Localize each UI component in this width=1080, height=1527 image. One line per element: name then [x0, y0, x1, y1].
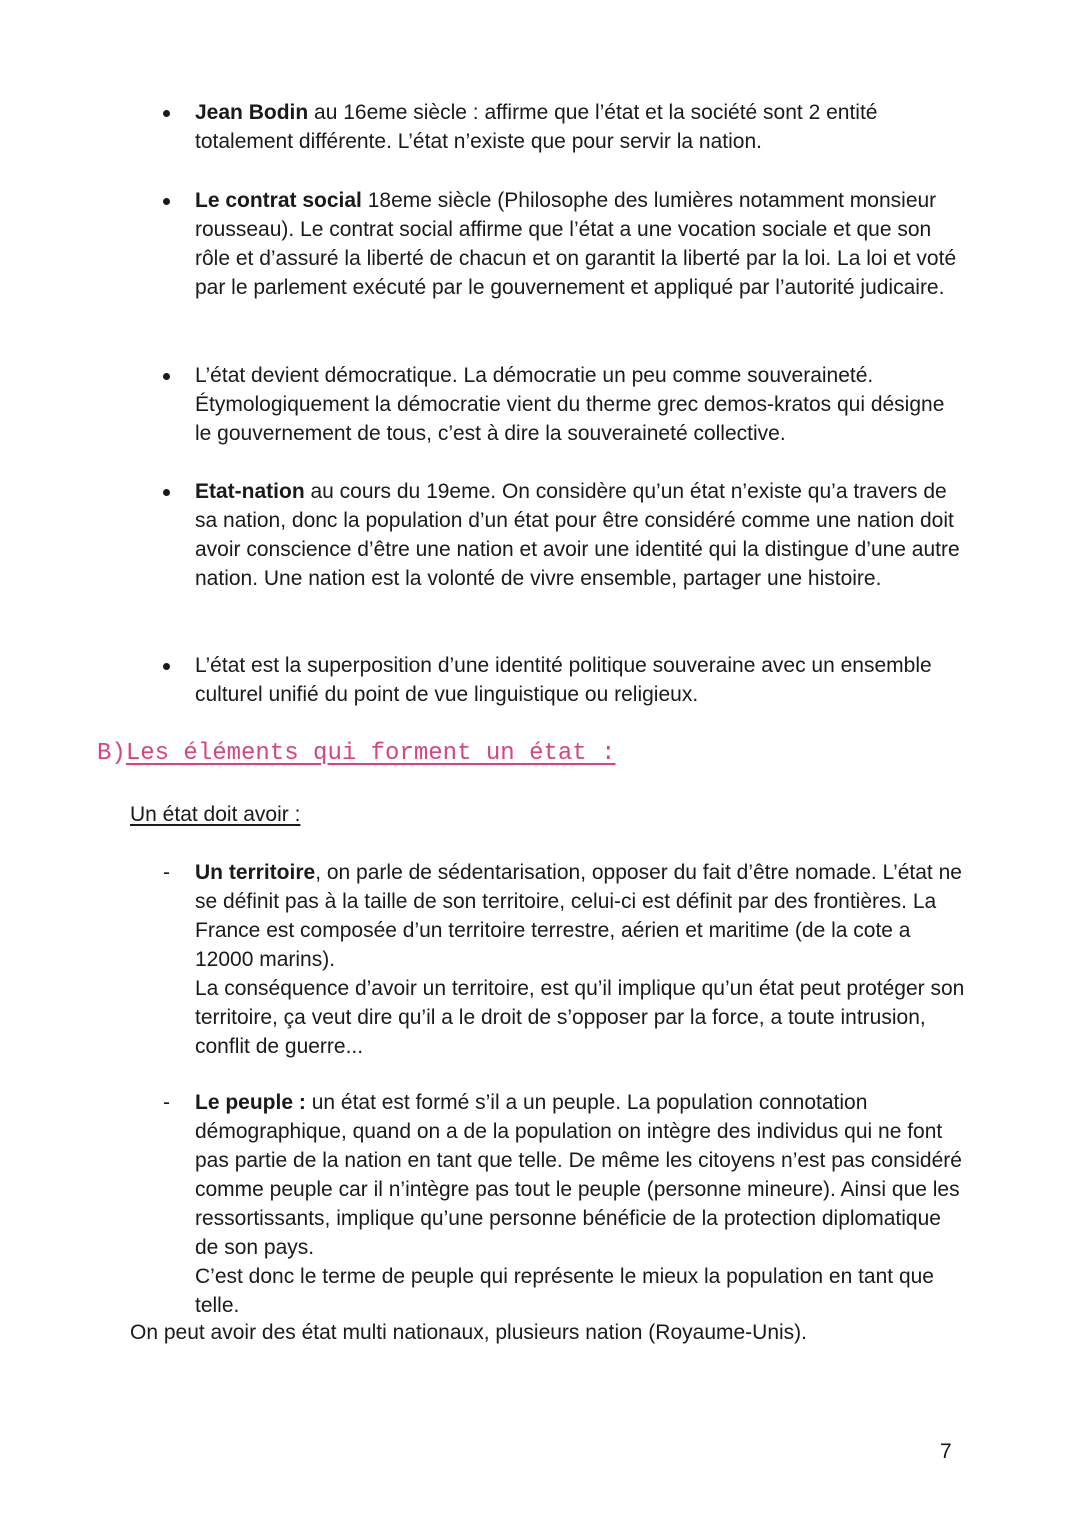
bullet-text: L’état devient démocratique. La démocratie un peu comme souveraineté. Étymologiquement la démocratie vient du therme grec demos-kratos qui désigne le gouvernement de tous, c’est à dire la souveraineté collective.	[195, 364, 945, 445]
dash-text: , on parle de sédentarisation, opposer du fait d’être nomade. L’état ne se définit pas à la taille de son territoire, celui-ci est définit par des frontières. La France est composée d’un territoire terrestre, aérien et maritime (de la cote a 12000 marins).	[195, 861, 962, 971]
bullet-item-jean-bodin	[195, 98, 965, 156]
bullet-item-democratie	[195, 361, 965, 448]
bullet-text: 18eme siècle (Philosophe des lumières notamment monsieur rousseau). Le contrat social affirme que l’état a une vocation sociale et que son rôle et d’assuré la liberté de chacun et on garantit la liberté par la loi. La loi et voté par le parlement exécuté par le gouvernement et appliqué par l’autorité judicaire.	[195, 189, 957, 299]
bullet-item-contrat-social	[195, 186, 965, 302]
bullet-icon	[163, 489, 170, 496]
bullet-text: au cours du 19eme. On considère qu’un état n’existe qu’a travers de sa nation, donc la population d’un état pour être considéré comme une nation doit avoir conscience d’être une nation et avoir une identité qui la distingue d’une autre nation. Une nation est la volonté de vivre ensemble, partager une histoire.	[195, 480, 960, 590]
bullet-term: Jean Bodin	[195, 101, 309, 124]
dash-term: Le peuple :	[195, 1091, 306, 1114]
bullet-icon	[163, 110, 170, 117]
section-prefix: B)	[97, 740, 126, 767]
closing-line: On peut avoir des état multi nationaux, plusieurs nation (Royaume-Unis).	[130, 1321, 808, 1344]
intro-label: Un état doit avoir :	[130, 803, 301, 826]
bullet-text: au 16eme siècle : affirme que l’état et la société sont 2 entité totalement différente. L’état n’existe que pour servir la nation.	[195, 101, 878, 153]
bullet-icon	[163, 198, 170, 205]
dash-item-peuple	[163, 1088, 965, 1320]
bullet-term: Etat-nation	[195, 480, 305, 503]
section-heading	[97, 739, 616, 769]
dash-text: un état est formé s’il a un peuple. La population connotation démographique, quand on a de la population on intègre des individus qui ne font pas partie de la nation en tant que telle. De même les citoyens n’est pas considéré comme peuple car il n’intègre pas tout le peuple (personne mineure). Ainsi que les ressortissants, implique qu’une personne bénéficie de la protection diplomatique de son pays.	[195, 1091, 962, 1259]
bullet-item-etat-nation	[195, 477, 965, 593]
dash-item-territoire	[163, 858, 965, 1061]
page-number: 7	[940, 1440, 952, 1463]
dash-term: Un territoire	[195, 861, 316, 884]
dash-paragraph: C’est donc le terme de peuple qui représente le mieux la population en tant que telle.	[195, 1265, 934, 1317]
dash-paragraph	[195, 858, 965, 974]
bullet-icon	[163, 373, 170, 380]
dash-icon: -	[163, 861, 170, 884]
bullet-term: Le contrat social	[195, 189, 362, 212]
dash-paragraph: La conséquence d’avoir un territoire, est qu’il implique qu’un état peut protéger son territoire, ça veut dire qu’il a le droit de s’opposer par la force, a toute intrusion, conflit de guerre...	[195, 977, 965, 1058]
bullet-text: L’état est la superposition d’une identité politique souveraine avec un ensemble culturel unifié du point de vue linguistique ou religieux.	[195, 654, 932, 706]
dash-paragraph	[195, 1088, 965, 1262]
dash-icon: -	[163, 1091, 170, 1114]
section-title: Les éléments qui forment un état :	[125, 740, 616, 767]
bullet-icon	[163, 663, 170, 670]
bullet-item-superposition	[195, 651, 965, 709]
